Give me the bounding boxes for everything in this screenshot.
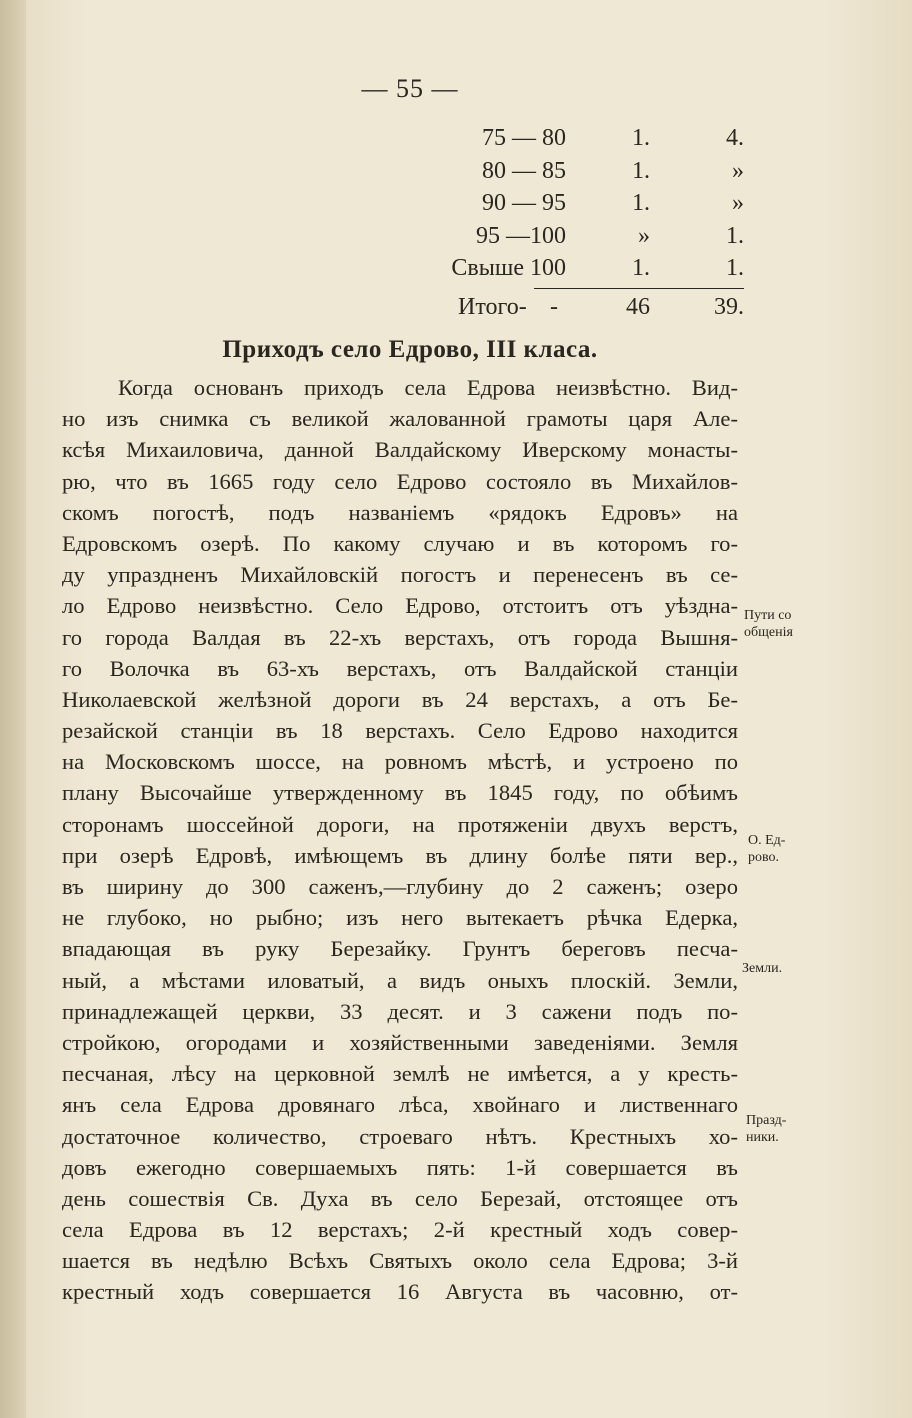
text-line: сторонамъ шоссейной дороги, на протяженіи двухъ верстъ,: [62, 811, 738, 837]
page-number: — 55 —: [361, 74, 459, 103]
table-row: [430, 255, 750, 288]
text-line: ду упраздненъ Михайловскій погостъ и перенесенъ въ се-: [62, 562, 738, 588]
text-line: не глубоко, но рыбно; изъ него вытекаетъ рѣчка Едерка,: [62, 905, 738, 931]
margin-note-lands: [742, 960, 782, 977]
book-spine-shadow: [0, 0, 26, 1418]
text-line: довъ ежегодно совершаемыхъ пять: 1-й совершается въ: [62, 1154, 738, 1180]
margin-note-line: рово.: [748, 850, 780, 865]
text-line: плану Высочайше утвержденному въ 1845 году, по обѣимъ: [62, 780, 738, 806]
text-line: ксѣя Михаиловича, данной Валдайскому Иверскому монасты-: [62, 437, 738, 463]
table-cell-range: Свыше 100: [451, 255, 566, 281]
total-row: [430, 294, 750, 324]
text-line: Когда основанъ приходъ села Едрова неизвѣстно. Вид-: [118, 375, 738, 400]
text-line: день сошествія Св. Духа въ село Березай, отстоящее отъ: [62, 1185, 738, 1211]
table-cell-b: 1.: [726, 255, 744, 281]
table-cell-b: »: [732, 157, 744, 184]
section-heading: Приходъ село Едрово, III класа.: [222, 336, 598, 363]
total-b: 39.: [714, 294, 744, 320]
table-cell-a: »: [638, 222, 650, 249]
text-line: шается въ недѣлю Всѣхъ Святыхъ около села Едрова; 3-й: [62, 1248, 738, 1274]
table-cell-b: 4.: [726, 125, 744, 151]
table-cell-range: 80 — 85: [482, 157, 566, 184]
table-cell-range: 90 — 95: [482, 190, 566, 216]
text-line: рю, что въ 1665 году село Едрово состояло въ Михайлов-: [62, 468, 738, 494]
margin-note-routes: [744, 607, 793, 641]
table-cell-a: 1.: [632, 125, 650, 151]
text-line: го города Валдая въ 22-хъ верстахъ, отъ города Вышня-: [62, 624, 738, 650]
text-line: Николаевской желѣзной дороги въ 24 верстахъ, а отъ Бе-: [62, 686, 738, 712]
table-row: [430, 125, 750, 158]
total-dash: -: [550, 294, 558, 320]
margin-note-line: общенія: [744, 625, 793, 640]
margin-note-line: Празд-: [746, 1113, 787, 1128]
text-line: при озерѣ Едровѣ, имѣющемъ въ длину болѣе пяти вер.,: [62, 842, 738, 868]
text-line: резайской станціи въ 18 верстахъ. Село Едрово находится: [62, 718, 738, 744]
text-line: на Московскомъ шоссе, на ровномъ мѣстѣ, и устроено по: [62, 749, 738, 775]
table-cell-range: 75 — 80: [482, 125, 566, 151]
margin-note-line: Земли.: [742, 961, 783, 976]
text-line: стройкою, огородами и хозяйственными заведеніями. Земля: [62, 1029, 738, 1055]
text-line: въ ширину до 300 саженъ,—глубину до 2 саженъ; озеро: [62, 874, 738, 899]
margin-note-line: ники.: [746, 1130, 779, 1145]
text-line: крестный ходъ совершается 16 Августа въ часовню, от-: [62, 1279, 738, 1305]
statistics-table: [430, 125, 750, 288]
table-cell-b: »: [732, 190, 744, 216]
text-line: скомъ погостѣ, подъ названіемъ «рядокъ Едровъ» на: [62, 499, 738, 525]
text-line: но изъ снимка съ великой жалованной грамоты царя Але-: [62, 406, 738, 432]
total-a: 46: [626, 294, 650, 320]
text-line: го Волочка въ 63-хъ верстахъ, отъ Валдайской станціи: [62, 655, 738, 681]
table-cell-b: 1.: [726, 222, 744, 249]
table-cell-a: 1.: [632, 255, 650, 281]
total-label: Итого-: [458, 294, 527, 320]
margin-note-line: О. Ед-: [748, 833, 786, 848]
table-row: [430, 158, 750, 191]
text-line: ный, а мѣстами иловатый, а видъ оныхъ плоскій. Земли,: [62, 967, 738, 993]
text-line: села Едрова въ 12 верстахъ; 2-й крестный ходъ совер-: [62, 1217, 738, 1243]
text-line: впадающая въ руку Березайку. Грунтъ береговъ песча-: [62, 936, 738, 962]
text-line: песчаная, лѣсу на церковной землѣ не имѣется, а у кресть-: [62, 1061, 738, 1087]
body-paragraph: [62, 372, 738, 1308]
total-rule: [534, 288, 744, 289]
text-line: Едровскомъ озерѣ. По какому случаю и въ которомъ го-: [62, 530, 738, 556]
margin-note-lake: [748, 832, 785, 866]
margin-note-holidays: [746, 1112, 786, 1146]
table-cell-a: 1.: [632, 157, 650, 184]
table-cell-range: 95 —100: [476, 222, 566, 249]
table-row: [430, 190, 750, 223]
table-row: [430, 223, 750, 256]
text-line: янъ села Едрова дровянаго лѣса, хвойнаго и лиственнаго: [62, 1092, 738, 1118]
text-line: достаточное количество, строеваго нѣтъ. Крестныхъ хо-: [62, 1123, 738, 1149]
margin-note-line: Пути со: [744, 608, 792, 623]
table-cell-a: 1.: [632, 190, 650, 216]
text-line: принадлежащей церкви, 33 десят. и 3 сажени подъ по-: [62, 998, 738, 1024]
text-line: ло Едрово неизвѣстно. Село Едрово, отстоитъ отъ уѣздна-: [62, 593, 738, 619]
